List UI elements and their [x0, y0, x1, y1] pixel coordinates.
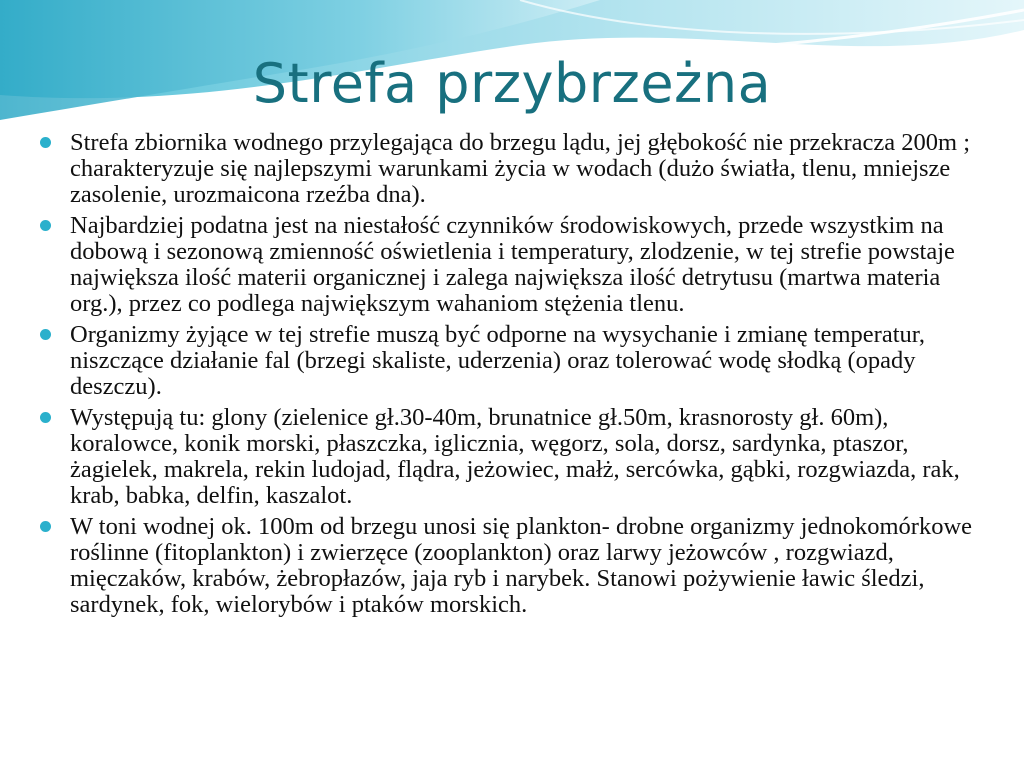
bullet-dot-icon [40, 329, 51, 340]
list-item [38, 405, 988, 509]
bullet-text: Organizmy żyjące w tej strefie muszą być odporne na wysychanie i zmianę temperatur, niszczące działanie fal (brzegi skaliste, uderzenia) oraz tolerować wodę słodką (opady deszczu). [70, 321, 926, 400]
list-item [38, 130, 988, 208]
bullet-dot-icon [40, 412, 51, 423]
bullet-dot-icon [40, 521, 51, 532]
list-item [38, 514, 988, 618]
list-item [38, 322, 988, 400]
slide-title: Strefa przybrzeżna [252, 52, 772, 115]
bullet-text: Strefa zbiornika wodnego przylegająca do brzegu lądu, jej głębokość nie przekracza 200m ; charakteryzuje się najlepszymi warunkami życia w wodach (dużo światła, tlenu, mniejsze zasolenie, urozmaicona rzeźba dna). [70, 129, 971, 208]
bullet-dot-icon [40, 137, 51, 148]
list-item [38, 213, 988, 317]
bullet-text: Najbardziej podatna jest na niestałość czynników środowiskowych, przede wszystkim na dobową i sezonową zmienność oświetlenia i temperatury, zlodzenie, w tej strefie powstaje największa ilość materii organicznej i zalega największa ilość detrytusu (martwa materia org.), przez co podlega największym wahaniom stężenia tlenu. [70, 212, 955, 317]
bullet-dot-icon [40, 220, 51, 231]
bullet-text: W toni wodnej ok. 100m od brzegu unosi się plankton- drobne organizmy jednokomórkowe roślinne (fitoplankton) i zwierzęce (zooplankton) oraz larwy jeżowców , rozgwiazd, mięczaków, krabów, żebropłazów, jaja ryb i narybek. Stanowi pożywienie ławic śledzi, sardynek, fok, wielorybów i ptaków morskich. [70, 513, 973, 618]
bullet-text: Występują tu: glony (zielenice gł.30-40m, brunatnice gł.50m, krasnorosty gł. 60m), koralowce, konik morski, płaszczka, iglicznia, węgorz, sola, dorsz, sardynka, ptaszor, żagielek, makrela, rekin ludojad, flądra, jeżowiec, małż, sercówka, gąbki, rozgwiazda, rak, krab, babka, delfin, kaszalot. [70, 404, 960, 509]
bullet-list [38, 130, 988, 623]
